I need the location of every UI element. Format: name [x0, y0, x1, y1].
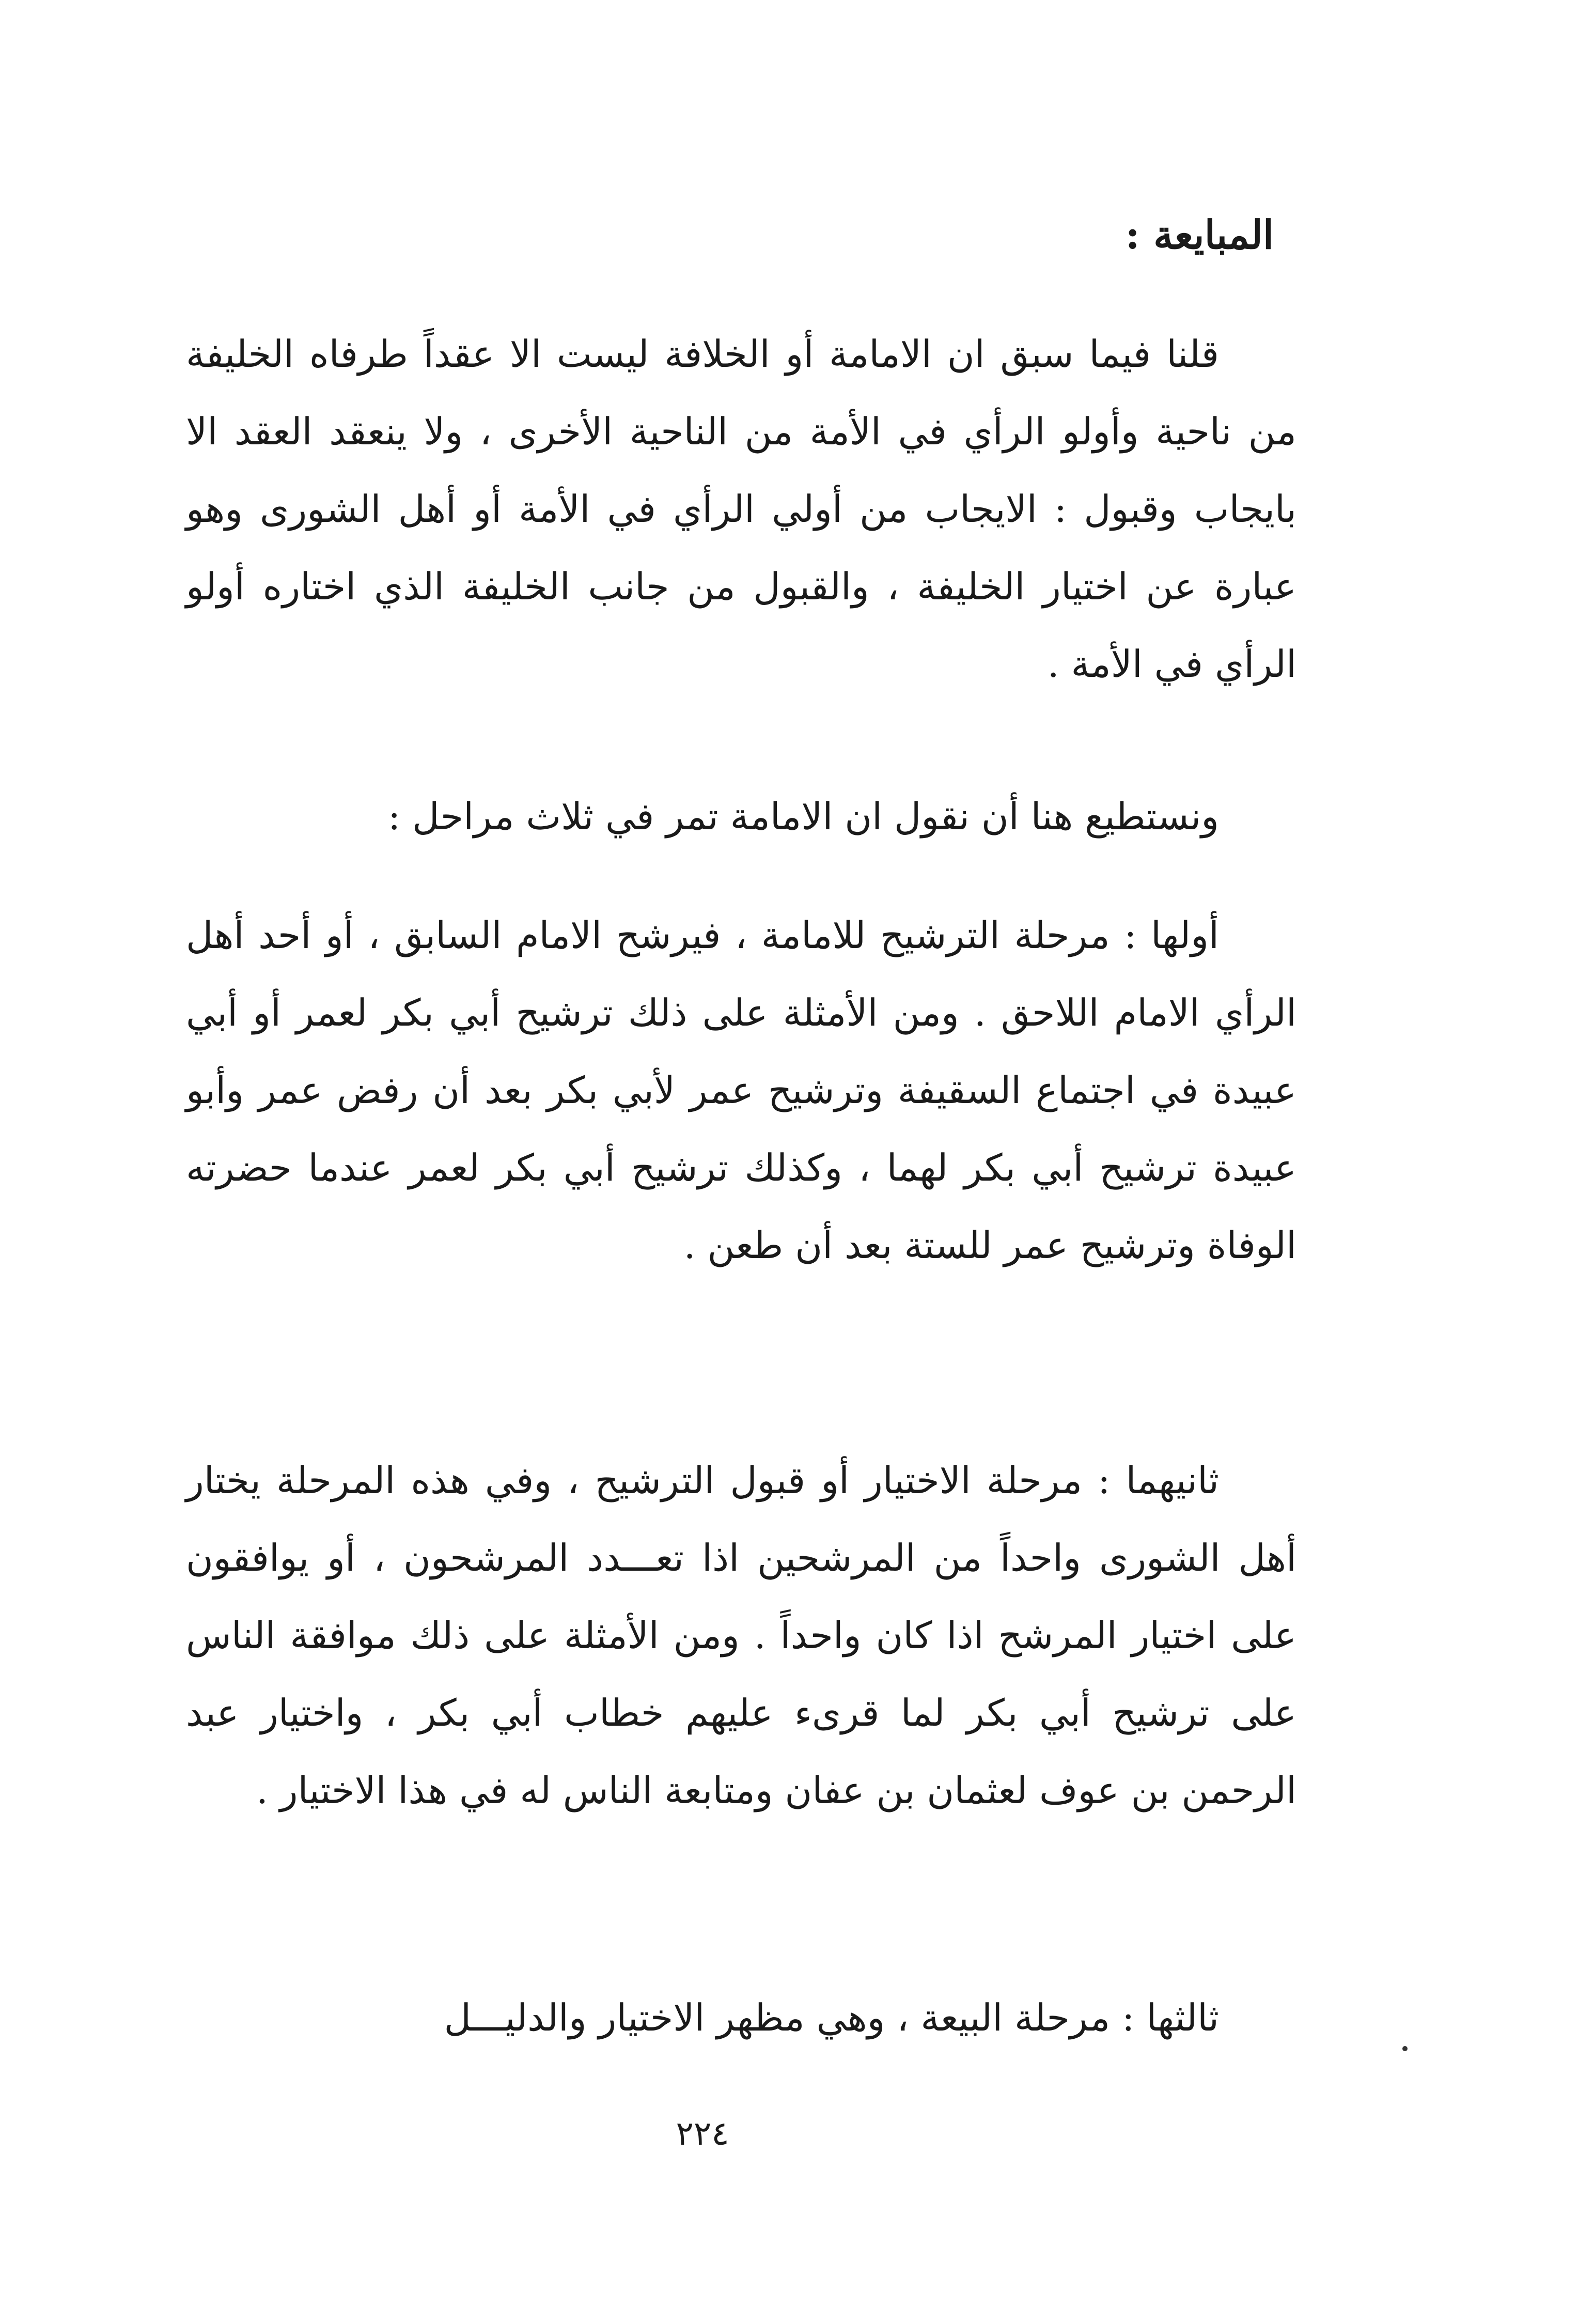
- paragraph-definition: [186, 315, 1296, 703]
- margin-mark: [1402, 2046, 1408, 2051]
- paragraph-text: ثالثها : مرحلة البيعة ، وهي مظهر الاختيار والدليـــل: [444, 1996, 1219, 2039]
- paragraph-stage-three: [186, 1979, 1296, 2056]
- paragraph-stages-intro: [186, 778, 1296, 855]
- paragraph-text: أولها : مرحلة الترشيح للامامة ، فيرشح الامام السابق ، أو أحد أهل الرأي الامام اللاحق . ومن الأمثلة على ذلك ترشيح أبي بكر لعمر أو أبي عبيدة في اجتماع السقيفة وترشيح عمر لأبي بكر بعد أن رفض عمر وأبو عبيدة ترشيح أبي بكر لهما ، وكذلك ترشيح أبي بكر لعمر عندما حضرته الوفاة وترشيح عمر للستة بعد أن طعن .: [186, 913, 1296, 1267]
- paragraph-text: قلنا فيما سبق ان الامامة أو الخلافة ليست الا عقداً طرفاه الخليفة من ناحية وأولو الرأي في الأمة من الناحية الأخرى ، ولا ينعقد العقد الا بايجاب وقبول : الايجاب من أولي الرأي في الأمة أو أهل الشورى وهو عبارة عن اختيار الخليفة ، والقبول من جانب الخليفة الذي اختاره أولو الرأي في الأمة .: [186, 332, 1296, 686]
- page-number: ٢٢٤: [676, 2115, 729, 2153]
- paragraph-text: ونستطيع هنا أن نقول ان الامامة تمر في ثلاث مراحل :: [387, 795, 1219, 838]
- paragraph-text: ثانيهما : مرحلة الاختيار أو قبول الترشيح ، وفي هذه المرحلة يختار أهل الشورى واحداً من المرشحين اذا تعـــدد المرشحون ، أو يوافقون على اختيار المرشح اذا كان واحداً . ومن الأمثلة على ذلك موافقة الناس على ترشيح أبي بكر لما قرىء عليهم خطاب أبي بكر ، واختيار عبد الرحمن بن عوف لعثمان بن عفان ومتابعة الناس له في هذا الاختيار .: [186, 1459, 1296, 1812]
- paragraph-stage-two: [186, 1442, 1296, 1829]
- section-heading: المبايعة :: [1125, 212, 1274, 258]
- paragraph-stage-one: [186, 896, 1296, 1284]
